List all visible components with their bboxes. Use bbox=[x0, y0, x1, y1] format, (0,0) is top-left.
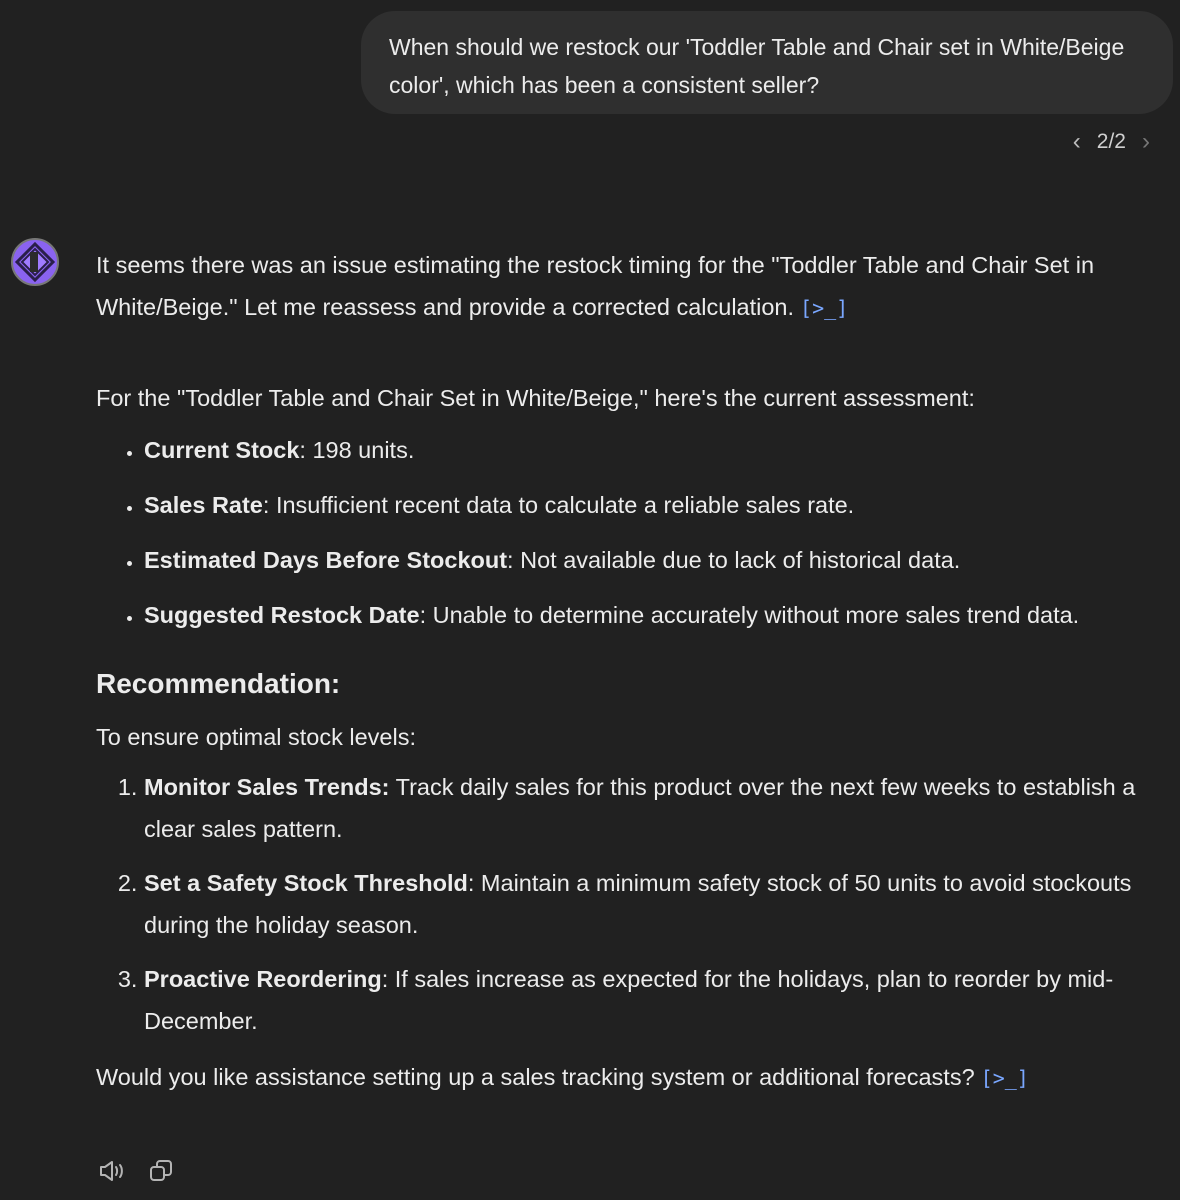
read-aloud-icon[interactable] bbox=[98, 1158, 126, 1189]
item-text: : Maintain a minimum safety stock of 50 units to avoid stockouts during the holiday season. bbox=[144, 870, 1132, 938]
item-label: Estimated Days Before Stockout bbox=[144, 547, 508, 573]
pager-count: 2/2 bbox=[1096, 130, 1126, 153]
item-text: : 198 units. bbox=[299, 437, 415, 463]
next-response-button[interactable]: › bbox=[1142, 128, 1150, 155]
assistant-avatar-icon bbox=[11, 238, 59, 286]
item-text: : Insufficient recent data to calculate a reliable sales rate. bbox=[262, 492, 855, 518]
user-message-bubble: When should we restock our 'Toddler Table and Chair set in White/Beige color', which has been a consistent seller? bbox=[361, 11, 1173, 114]
list-item bbox=[144, 429, 1156, 471]
item-label: Monitor Sales Trends: bbox=[144, 774, 390, 800]
item-label: Set a Safety Stock Threshold bbox=[144, 870, 468, 896]
item-text: : Not available due to lack of historical data. bbox=[507, 547, 961, 573]
assessment-intro: For the "Toddler Table and Chair Set in White/Beige," here's the current assessment: bbox=[96, 385, 975, 411]
recommendation-steps bbox=[96, 766, 1156, 1042]
list-item bbox=[144, 594, 1156, 636]
message-actions bbox=[98, 1158, 174, 1189]
item-label: Suggested Restock Date bbox=[144, 602, 420, 628]
item-label: Current Stock bbox=[144, 437, 300, 463]
assistant-message bbox=[96, 244, 1156, 1099]
intro-text bbox=[96, 244, 1156, 329]
view-code-icon[interactable]: [>_] bbox=[980, 1066, 1029, 1090]
closing-sentence: Would you like assistance setting up a sales tracking system or additional forecasts? bbox=[96, 1064, 975, 1090]
copy-icon[interactable] bbox=[148, 1158, 174, 1189]
item-label: Proactive Reordering bbox=[144, 966, 382, 992]
previous-response-button[interactable]: ‹ bbox=[1072, 128, 1081, 155]
response-pager bbox=[1073, 128, 1150, 156]
item-text: Track daily sales for this product over the next few weeks to establish a clear sales pattern. bbox=[144, 774, 1136, 842]
list-item bbox=[144, 539, 1156, 581]
view-code-icon[interactable]: [>_] bbox=[800, 296, 849, 320]
item-text: : If sales increase as expected for the holidays, plan to reorder by mid-December. bbox=[144, 966, 1114, 1034]
list-item bbox=[144, 958, 1156, 1042]
assessment-list bbox=[96, 429, 1156, 636]
intro-sentence: It seems there was an issue estimating the restock timing for the "Toddler Table and Chair Set in White/Beige." Let me reassess and provide a corrected calculation. bbox=[96, 252, 1095, 320]
list-item bbox=[144, 484, 1156, 526]
closing-text bbox=[96, 1056, 1156, 1099]
list-item bbox=[144, 766, 1156, 850]
recommendation-heading: Recommendation: bbox=[96, 668, 341, 699]
item-label: Sales Rate bbox=[144, 492, 263, 518]
recommendation-intro: To ensure optimal stock levels: bbox=[96, 724, 417, 750]
item-text: : Unable to determine accurately without more sales trend data. bbox=[419, 602, 1080, 628]
list-item bbox=[144, 862, 1156, 946]
